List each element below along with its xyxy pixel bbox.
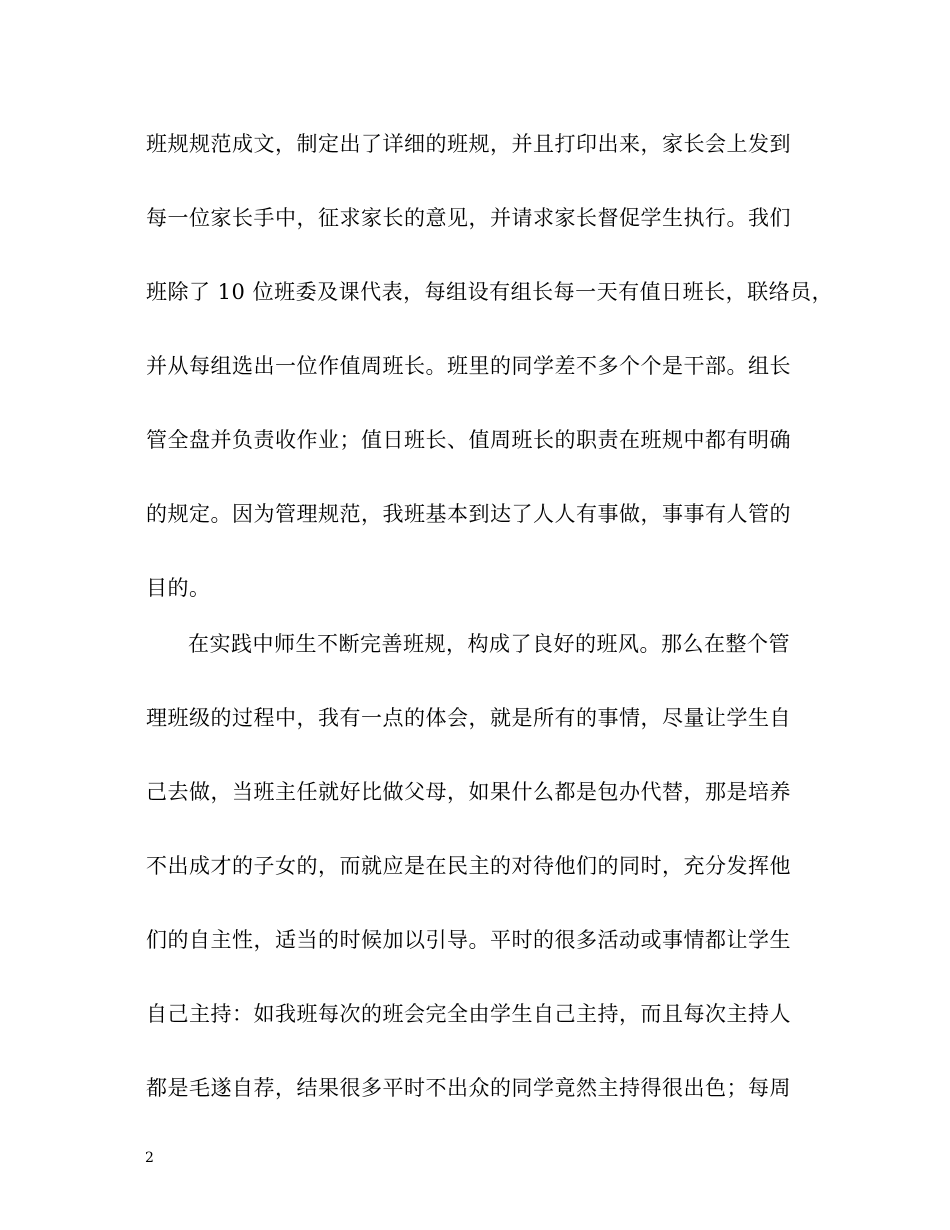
text-line: 的规定。因为管理规范，我班基本到达了人人有事做，事事有人管的 — [146, 502, 791, 526]
text-line: 班规规范成文，制定出了详细的班规，并且打印出来，家长会上发到 — [146, 132, 791, 156]
text-line: 每一位家长手中，征求家长的意见，并请求家长督促学生执行。我们 — [146, 206, 791, 230]
page-number: 2 — [145, 1150, 154, 1166]
text-line: 们的自主性，适当的时候加以引导。平时的很多活动或事情都让学生 — [146, 928, 791, 952]
text-line: 己去做，当班主任就好比做父母，如果什么都是包办代替，那是培养 — [146, 780, 791, 804]
text-line: 不出成才的子女的，而就应是在民主的对待他们的同时，充分发挥他 — [146, 854, 791, 878]
text-line: 目的。 — [146, 576, 211, 600]
text-line: 理班级的过程中，我有一点的体会，就是所有的事情，尽量让学生自 — [146, 706, 791, 730]
text-line: 都是毛遂自荐，结果很多平时不出众的同学竟然主持得很出色；每周 — [146, 1076, 791, 1100]
text-line: 班除了 10 位班委及课代表，每组设有组长每一天有值日班长，联络员， — [146, 280, 834, 304]
text-line: 并从每组选出一位作值周班长。班里的同学差不多个个是干部。组长 — [146, 354, 791, 378]
paragraph-first-line: 在实践中师生不断完善班规，构成了良好的班风。那么在整个管 — [188, 632, 790, 656]
text-line: 自己主持：如我班每次的班会完全由学生自己主持，而且每次主持人 — [146, 1002, 791, 1026]
text-line: 管全盘并负责收作业；值日班长、值周班长的职责在班规中都有明确 — [146, 428, 791, 452]
